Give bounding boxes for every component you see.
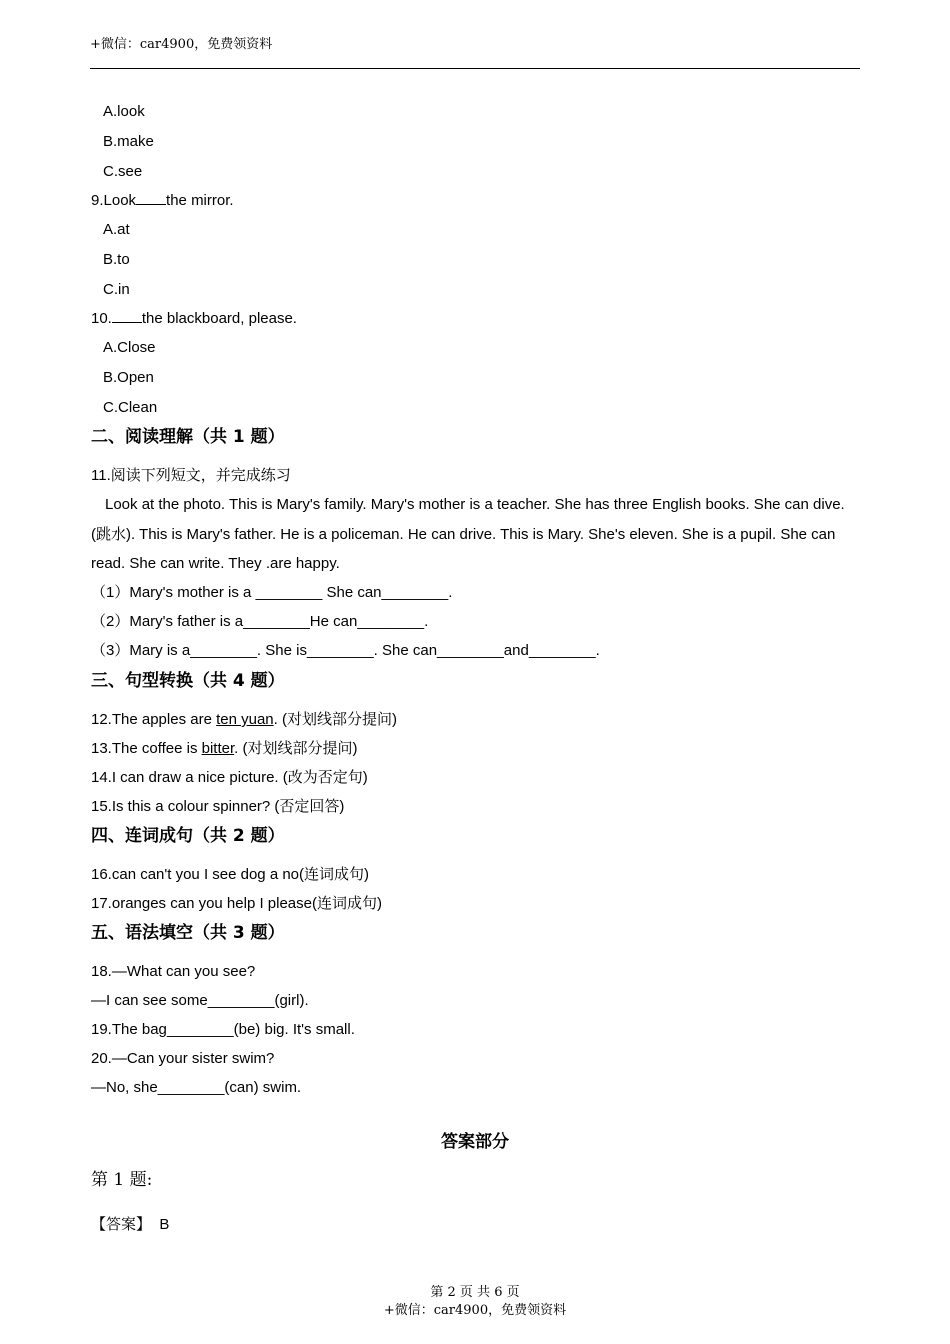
q13-post: . (对划线部分提问) — [234, 740, 358, 757]
q10-option-c: C.Clean — [103, 399, 158, 416]
answer-blank — [112, 309, 142, 323]
q10-text: the blackboard, please. — [141, 310, 297, 327]
q13-underlined: bitter — [201, 740, 235, 757]
q10-option-b: B.Open — [103, 369, 154, 386]
question-11-title: 11.阅读下列短文，并完成练习 — [91, 467, 291, 484]
q11-sub-1: （1）Mary's mother is a ________ She can________. — [91, 584, 453, 601]
page-footer: +微信：car4900，免费领资料 — [383, 1303, 567, 1318]
answer-label: 【答案】 — [91, 1215, 152, 1233]
q10-prefix: 10. — [91, 310, 112, 327]
q9-option-c: C.in — [103, 281, 130, 298]
question-16: 16.can can't you I see dog a no(连词成句) — [91, 866, 370, 883]
q8-option-c: C.see — [103, 163, 143, 180]
question-13 — [91, 739, 357, 759]
question-9 — [91, 191, 234, 211]
answer-q1-label: 第 1 题: — [91, 1170, 153, 1190]
q9-prefix: 9.Look — [91, 192, 137, 209]
section-3-heading: 三、句型转换（共 4 题） — [91, 671, 285, 691]
question-20-q: 20.—Can your sister swim? — [91, 1050, 275, 1067]
answer-blank — [136, 191, 166, 205]
q10-option-a: A.Close — [103, 339, 156, 356]
header-divider — [90, 68, 860, 69]
page-header: +微信：car4900，免费领资料 — [90, 37, 273, 52]
question-12 — [91, 710, 397, 730]
q8-option-b: B.make — [103, 133, 154, 150]
q11-sub-2: （2）Mary's father is a________He can________. — [91, 613, 429, 630]
question-19: 19.The bag________(be) big. It's small. — [91, 1021, 355, 1038]
q13-pre: 13.The coffee is — [91, 740, 202, 757]
answer-section-title: 答案部分 — [441, 1132, 509, 1152]
question-18-a: —I can see some________(girl). — [91, 992, 309, 1009]
q12-post: . (对划线部分提问) — [273, 711, 397, 728]
q12-pre: 12.The apples are — [91, 711, 217, 728]
question-10 — [91, 309, 297, 329]
question-20-a: —No, she________(can) swim. — [91, 1079, 302, 1096]
q11-sub-3: （3）Mary is a________. She is________. She can________and________. — [91, 642, 600, 659]
q9-option-a: A.at — [103, 221, 130, 238]
q8-option-a: A.look — [103, 103, 145, 120]
answer-q1 — [91, 1214, 169, 1235]
q9-option-b: B.to — [103, 251, 130, 268]
question-17: 17.oranges can you help I please(连词成句) — [91, 895, 382, 912]
section-5-heading: 五、语法填空（共 3 题） — [91, 923, 285, 943]
question-15: 15.Is this a colour spinner? (否定回答) — [91, 798, 345, 815]
answer-value: B — [159, 1216, 170, 1233]
question-18-q: 18.—What can you see? — [91, 963, 256, 980]
q12-underlined: ten yuan — [216, 711, 274, 728]
section-4-heading: 四、连词成句（共 2 题） — [91, 826, 285, 846]
reading-passage — [91, 490, 861, 579]
section-2-heading: 二、阅读理解（共 1 题） — [91, 427, 285, 447]
question-14: 14.I can draw a nice picture. (改为否定句) — [91, 769, 368, 786]
q9-text: the mirror. — [166, 192, 234, 209]
page-number: 第 2 页 共 6 页 — [430, 1285, 520, 1300]
passage-text: Look at the photo. This is Mary's family. Mary's mother is a teacher. She has three English books. She can dive.(跳水). This is Mary's father. He is a policeman. He can drive. This is Mary. She's eleven. She is a pupil. She can read. She can write. They .are happy. — [91, 496, 845, 572]
